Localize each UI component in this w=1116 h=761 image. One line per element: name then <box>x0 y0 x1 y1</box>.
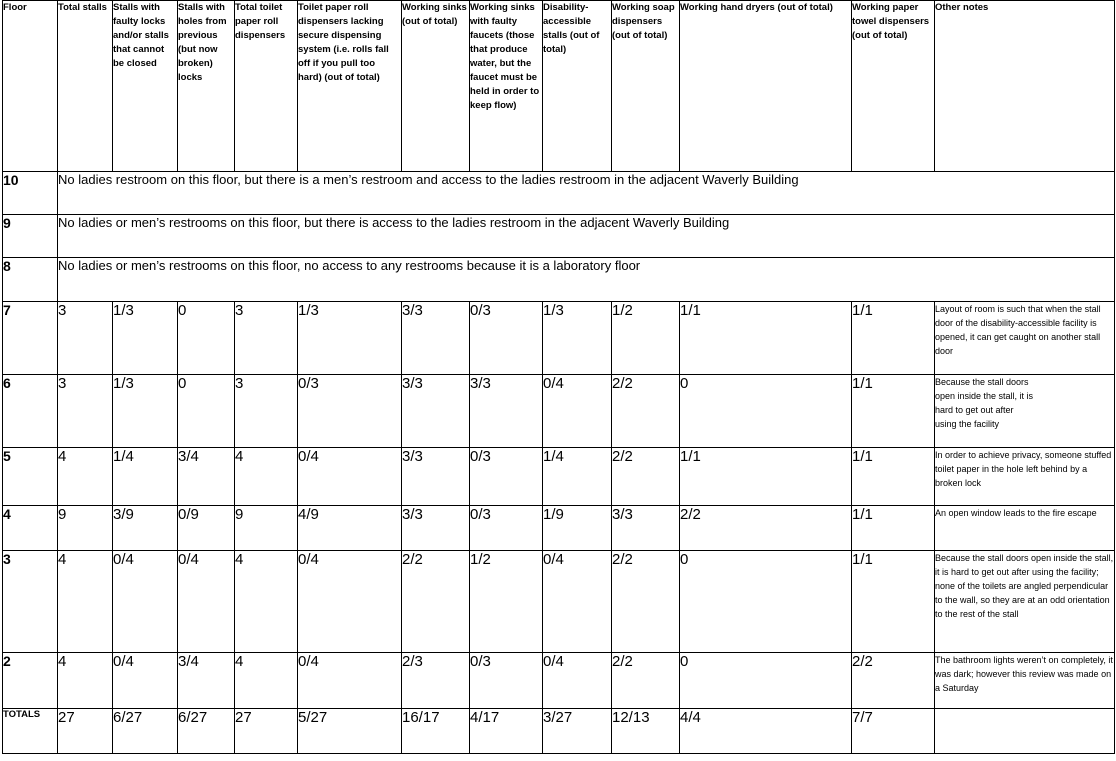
floor-cell: 7 <box>3 302 58 375</box>
floor-cell: 6 <box>3 375 58 448</box>
insecure-dispensers-cell: 4/9 <box>298 506 402 551</box>
table-row-floor-8 <box>3 258 1115 302</box>
total-stalls-cell: 3 <box>58 302 113 375</box>
soap-dispensers-cell: 2/2 <box>612 375 680 448</box>
dispensers-cell: 4 <box>235 653 298 709</box>
holes-cell: 0/4 <box>178 551 235 653</box>
paper-towel-cell: 1/1 <box>852 506 935 551</box>
hand-dryers-cell: 2/2 <box>680 506 852 551</box>
notes-cell <box>935 375 1115 448</box>
table-row-floor-5 <box>3 448 1115 506</box>
hand-dryers-cell: 0 <box>680 551 852 653</box>
notes-cell: In order to achieve privacy, someone stuffed toilet paper in the hole left behind by a broken lock <box>935 448 1115 506</box>
soap-dispensers-cell: 2/2 <box>612 448 680 506</box>
total-stalls-cell: 9 <box>58 506 113 551</box>
hand-dryers-cell: 1/1 <box>680 448 852 506</box>
holes-cell: 3/4 <box>178 653 235 709</box>
note-line: using the facility <box>935 419 1000 429</box>
hand-dryers-cell: 0 <box>680 653 852 709</box>
table-row-floor-7 <box>3 302 1115 375</box>
insecure-dispensers-cell: 0/4 <box>298 448 402 506</box>
restroom-audit-table <box>2 0 1115 754</box>
holes-total: 6/27 <box>178 709 235 754</box>
floor-cell: 8 <box>3 258 58 302</box>
floor-cell: 3 <box>3 551 58 653</box>
notes-total <box>935 709 1115 754</box>
dispensers-total: 27 <box>235 709 298 754</box>
floor-cell: 9 <box>3 215 58 258</box>
header-stalls-with-holes: Stalls with holes from previous (but now broken) locks <box>178 1 235 172</box>
accessible-stalls-cell: 1/4 <box>543 448 612 506</box>
paper-towel-cell: 1/1 <box>852 375 935 448</box>
soap-dispensers-cell: 2/2 <box>612 551 680 653</box>
accessible-stalls-cell: 1/3 <box>543 302 612 375</box>
table-row-floor-10 <box>3 172 1115 215</box>
total-stalls-cell: 4 <box>58 653 113 709</box>
holes-cell: 0/9 <box>178 506 235 551</box>
header-hand-dryers: Working hand dryers (out of total) <box>680 1 852 172</box>
header-insecure-dispensers: Toilet paper roll dispensers lacking secure dispensing system (i.e. rolls fall off if you pull too hard) (out of total) <box>298 1 402 172</box>
faulty-locks-cell: 1/3 <box>113 375 178 448</box>
faulty-locks-cell: 0/4 <box>113 551 178 653</box>
working-sinks-cell: 3/3 <box>402 302 470 375</box>
accessible-stalls-cell: 0/4 <box>543 653 612 709</box>
faulty-faucets-cell: 0/3 <box>470 448 543 506</box>
dispensers-cell: 3 <box>235 302 298 375</box>
working-sinks-cell: 2/3 <box>402 653 470 709</box>
working-sinks-total: 16/17 <box>402 709 470 754</box>
hand-dryers-cell: 0 <box>680 375 852 448</box>
total-stalls-cell: 4 <box>58 551 113 653</box>
notes-cell: Because the stall doors open inside the stall, it is hard to get out after using the facility; none of the toilets are angled perpendicular to the wall, so they are at an odd orientation to the rest of the stall <box>935 551 1115 653</box>
faulty-faucets-cell: 0/3 <box>470 653 543 709</box>
table-row-totals <box>3 709 1115 754</box>
totals-label: TOTALS <box>3 709 58 754</box>
notes-cell: An open window leads to the fire escape <box>935 506 1115 551</box>
faulty-locks-cell: 1/3 <box>113 302 178 375</box>
dispensers-cell: 4 <box>235 448 298 506</box>
header-total-dispensers: Total toilet paper roll dispensers <box>235 1 298 172</box>
table-row-floor-4 <box>3 506 1115 551</box>
soap-dispensers-cell: 2/2 <box>612 653 680 709</box>
table-row-floor-2 <box>3 653 1115 709</box>
working-sinks-cell: 3/3 <box>402 506 470 551</box>
dispensers-cell: 9 <box>235 506 298 551</box>
insecure-dispensers-cell: 0/4 <box>298 653 402 709</box>
header-faulty-faucets: Working sinks with faulty faucets (those that produce water, but the faucet must be held in order to keep flow) <box>470 1 543 172</box>
holes-cell: 3/4 <box>178 448 235 506</box>
faulty-faucets-total: 4/17 <box>470 709 543 754</box>
accessible-stalls-total: 3/27 <box>543 709 612 754</box>
faulty-faucets-cell: 0/3 <box>470 302 543 375</box>
paper-towel-cell: 1/1 <box>852 551 935 653</box>
total-stalls-cell: 4 <box>58 448 113 506</box>
faulty-faucets-cell: 0/3 <box>470 506 543 551</box>
soap-dispensers-cell: 1/2 <box>612 302 680 375</box>
faulty-faucets-cell: 3/3 <box>470 375 543 448</box>
dispensers-cell: 3 <box>235 375 298 448</box>
working-sinks-cell: 3/3 <box>402 448 470 506</box>
insecure-dispensers-cell: 0/3 <box>298 375 402 448</box>
accessible-stalls-cell: 0/4 <box>543 375 612 448</box>
merged-note: No ladies restroom on this floor, but there is a men’s restroom and access to the ladies restroom in the adjacent Waverly Building <box>58 172 1115 215</box>
working-sinks-cell: 3/3 <box>402 375 470 448</box>
floor-cell: 10 <box>3 172 58 215</box>
header-working-sinks: Working sinks (out of total) <box>402 1 470 172</box>
floor-cell: 2 <box>3 653 58 709</box>
accessible-stalls-cell: 0/4 <box>543 551 612 653</box>
note-line: hard to get out after <box>935 405 1014 415</box>
table-row-floor-3 <box>3 551 1115 653</box>
table-row-floor-9 <box>3 215 1115 258</box>
insecure-dispensers-total: 5/27 <box>298 709 402 754</box>
header-paper-towel: Working paper towel dispensers (out of total) <box>852 1 935 172</box>
header-soap-dispensers: Working soap dispensers (out of total) <box>612 1 680 172</box>
accessible-stalls-cell: 1/9 <box>543 506 612 551</box>
total-stalls-cell: 3 <box>58 375 113 448</box>
hand-dryers-total: 4/4 <box>680 709 852 754</box>
notes-cell: The bathroom lights weren’t on completely, it was dark; however this review was made on a Saturday <box>935 653 1115 709</box>
note-line: Because the stall doors <box>935 377 1029 387</box>
floor-cell: 5 <box>3 448 58 506</box>
paper-towel-cell: 1/1 <box>852 448 935 506</box>
header-accessible-stalls: Disability-accessible stalls (out of total) <box>543 1 612 172</box>
header-faulty-locks: Stalls with faulty locks and/or stalls that cannot be closed <box>113 1 178 172</box>
header-other-notes: Other notes <box>935 1 1115 172</box>
holes-cell: 0 <box>178 302 235 375</box>
paper-towel-cell: 2/2 <box>852 653 935 709</box>
soap-dispensers-cell: 3/3 <box>612 506 680 551</box>
hand-dryers-cell: 1/1 <box>680 302 852 375</box>
soap-dispensers-total: 12/13 <box>612 709 680 754</box>
faulty-locks-cell: 1/4 <box>113 448 178 506</box>
paper-towel-cell: 1/1 <box>852 302 935 375</box>
merged-note: No ladies or men’s restrooms on this floor, no access to any restrooms because it is a laboratory floor <box>58 258 1115 302</box>
table-row-floor-6 <box>3 375 1115 448</box>
merged-note: No ladies or men’s restrooms on this floor, but there is access to the ladies restroom in the adjacent Waverly Building <box>58 215 1115 258</box>
faulty-locks-cell: 3/9 <box>113 506 178 551</box>
faulty-locks-total: 6/27 <box>113 709 178 754</box>
paper-towel-total: 7/7 <box>852 709 935 754</box>
floor-cell: 4 <box>3 506 58 551</box>
total-stalls-total: 27 <box>58 709 113 754</box>
note-line: open inside the stall, it is <box>935 391 1034 401</box>
holes-cell: 0 <box>178 375 235 448</box>
header-floor: Floor <box>3 1 58 172</box>
insecure-dispensers-cell: 1/3 <box>298 302 402 375</box>
faulty-locks-cell: 0/4 <box>113 653 178 709</box>
header-total-stalls: Total stalls <box>58 1 113 172</box>
faulty-faucets-cell: 1/2 <box>470 551 543 653</box>
header-row <box>3 1 1115 172</box>
working-sinks-cell: 2/2 <box>402 551 470 653</box>
insecure-dispensers-cell: 0/4 <box>298 551 402 653</box>
notes-cell: Layout of room is such that when the stall door of the disability-accessible facility is opened, it can get caught on another stall door <box>935 302 1115 375</box>
dispensers-cell: 4 <box>235 551 298 653</box>
